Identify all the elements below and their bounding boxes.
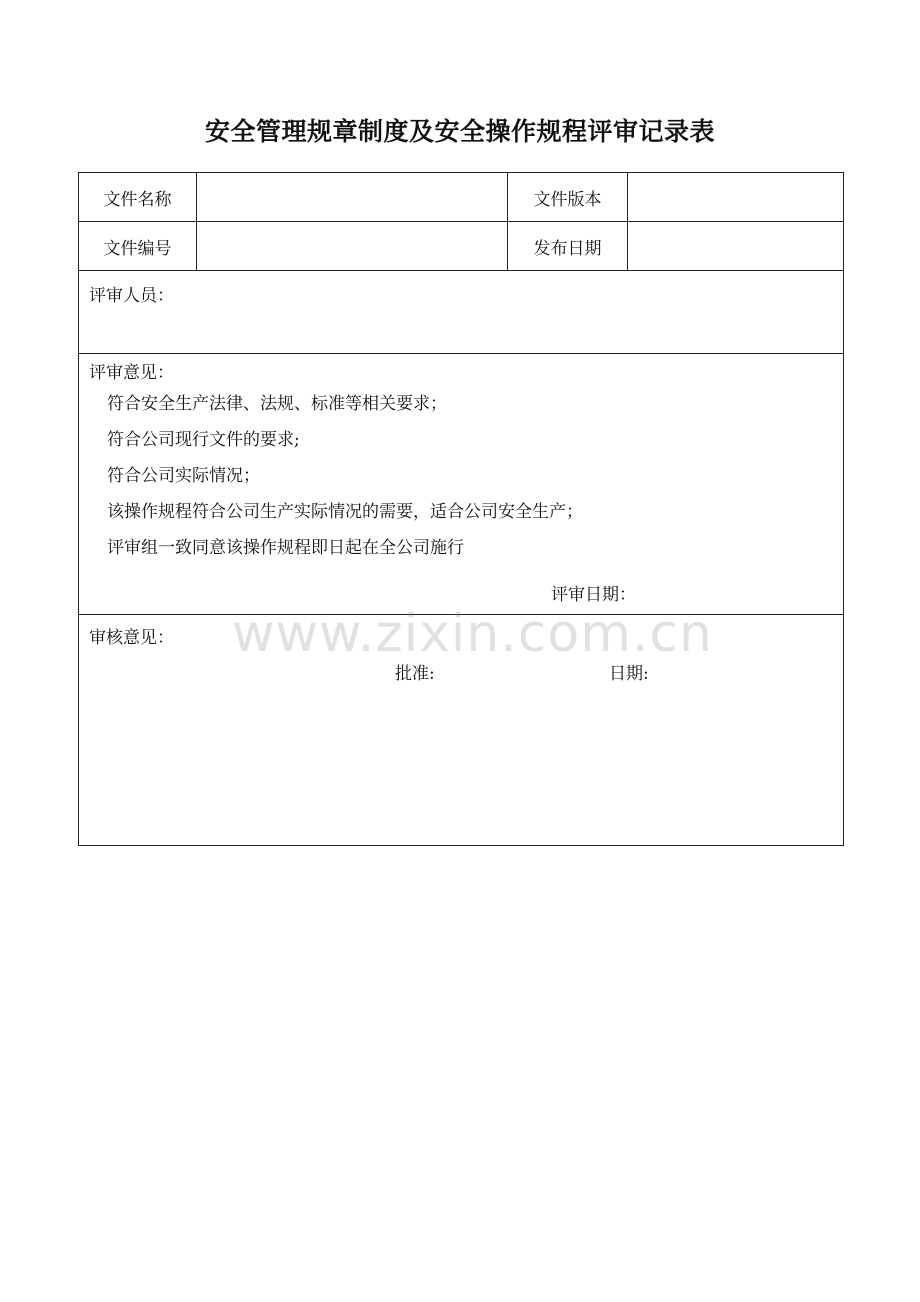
opinion-line: 符合公司实际情况；	[107, 466, 260, 486]
file-name-label: 文件名称	[79, 173, 197, 222]
audit-opinion-field[interactable]	[79, 615, 844, 846]
file-number-field[interactable]	[197, 222, 508, 271]
table-row	[79, 615, 844, 846]
date-label: 日期:	[609, 664, 649, 684]
audit-opinion-label: 审核意见：	[89, 628, 174, 648]
release-date-field[interactable]	[628, 222, 844, 271]
release-date-label: 发布日期	[508, 222, 628, 271]
file-number-label: 文件编号	[79, 222, 197, 271]
opinion-line: 评审组一致同意该操作规程即日起在全公司施行	[107, 538, 464, 558]
review-opinion-field[interactable]	[79, 354, 844, 615]
file-version-field[interactable]	[628, 173, 844, 222]
review-record-table	[78, 172, 844, 846]
review-date-label: 评审日期：	[551, 585, 636, 605]
watermark: www.zixin.com.cn	[232, 604, 713, 664]
file-version-label: 文件版本	[508, 173, 628, 222]
reviewers-label: 评审人员：	[89, 286, 174, 306]
table-row	[79, 222, 844, 271]
file-name-field[interactable]	[197, 173, 508, 222]
document-title: 安全管理规章制度及安全操作规程评审记录表	[204, 117, 715, 146]
opinion-line: 符合公司现行文件的要求;	[107, 430, 300, 450]
opinion-line: 符合安全生产法律、法规、标准等相关要求；	[107, 394, 447, 414]
table-row	[79, 173, 844, 222]
approve-label: 批准:	[395, 664, 435, 684]
table-row	[79, 271, 844, 354]
review-opinion-label: 评审意见：	[89, 363, 174, 383]
reviewers-field[interactable]	[79, 271, 844, 354]
opinion-line: 该操作规程符合公司生产实际情况的需要，适合公司安全生产；	[107, 502, 583, 522]
table-row	[79, 354, 844, 615]
